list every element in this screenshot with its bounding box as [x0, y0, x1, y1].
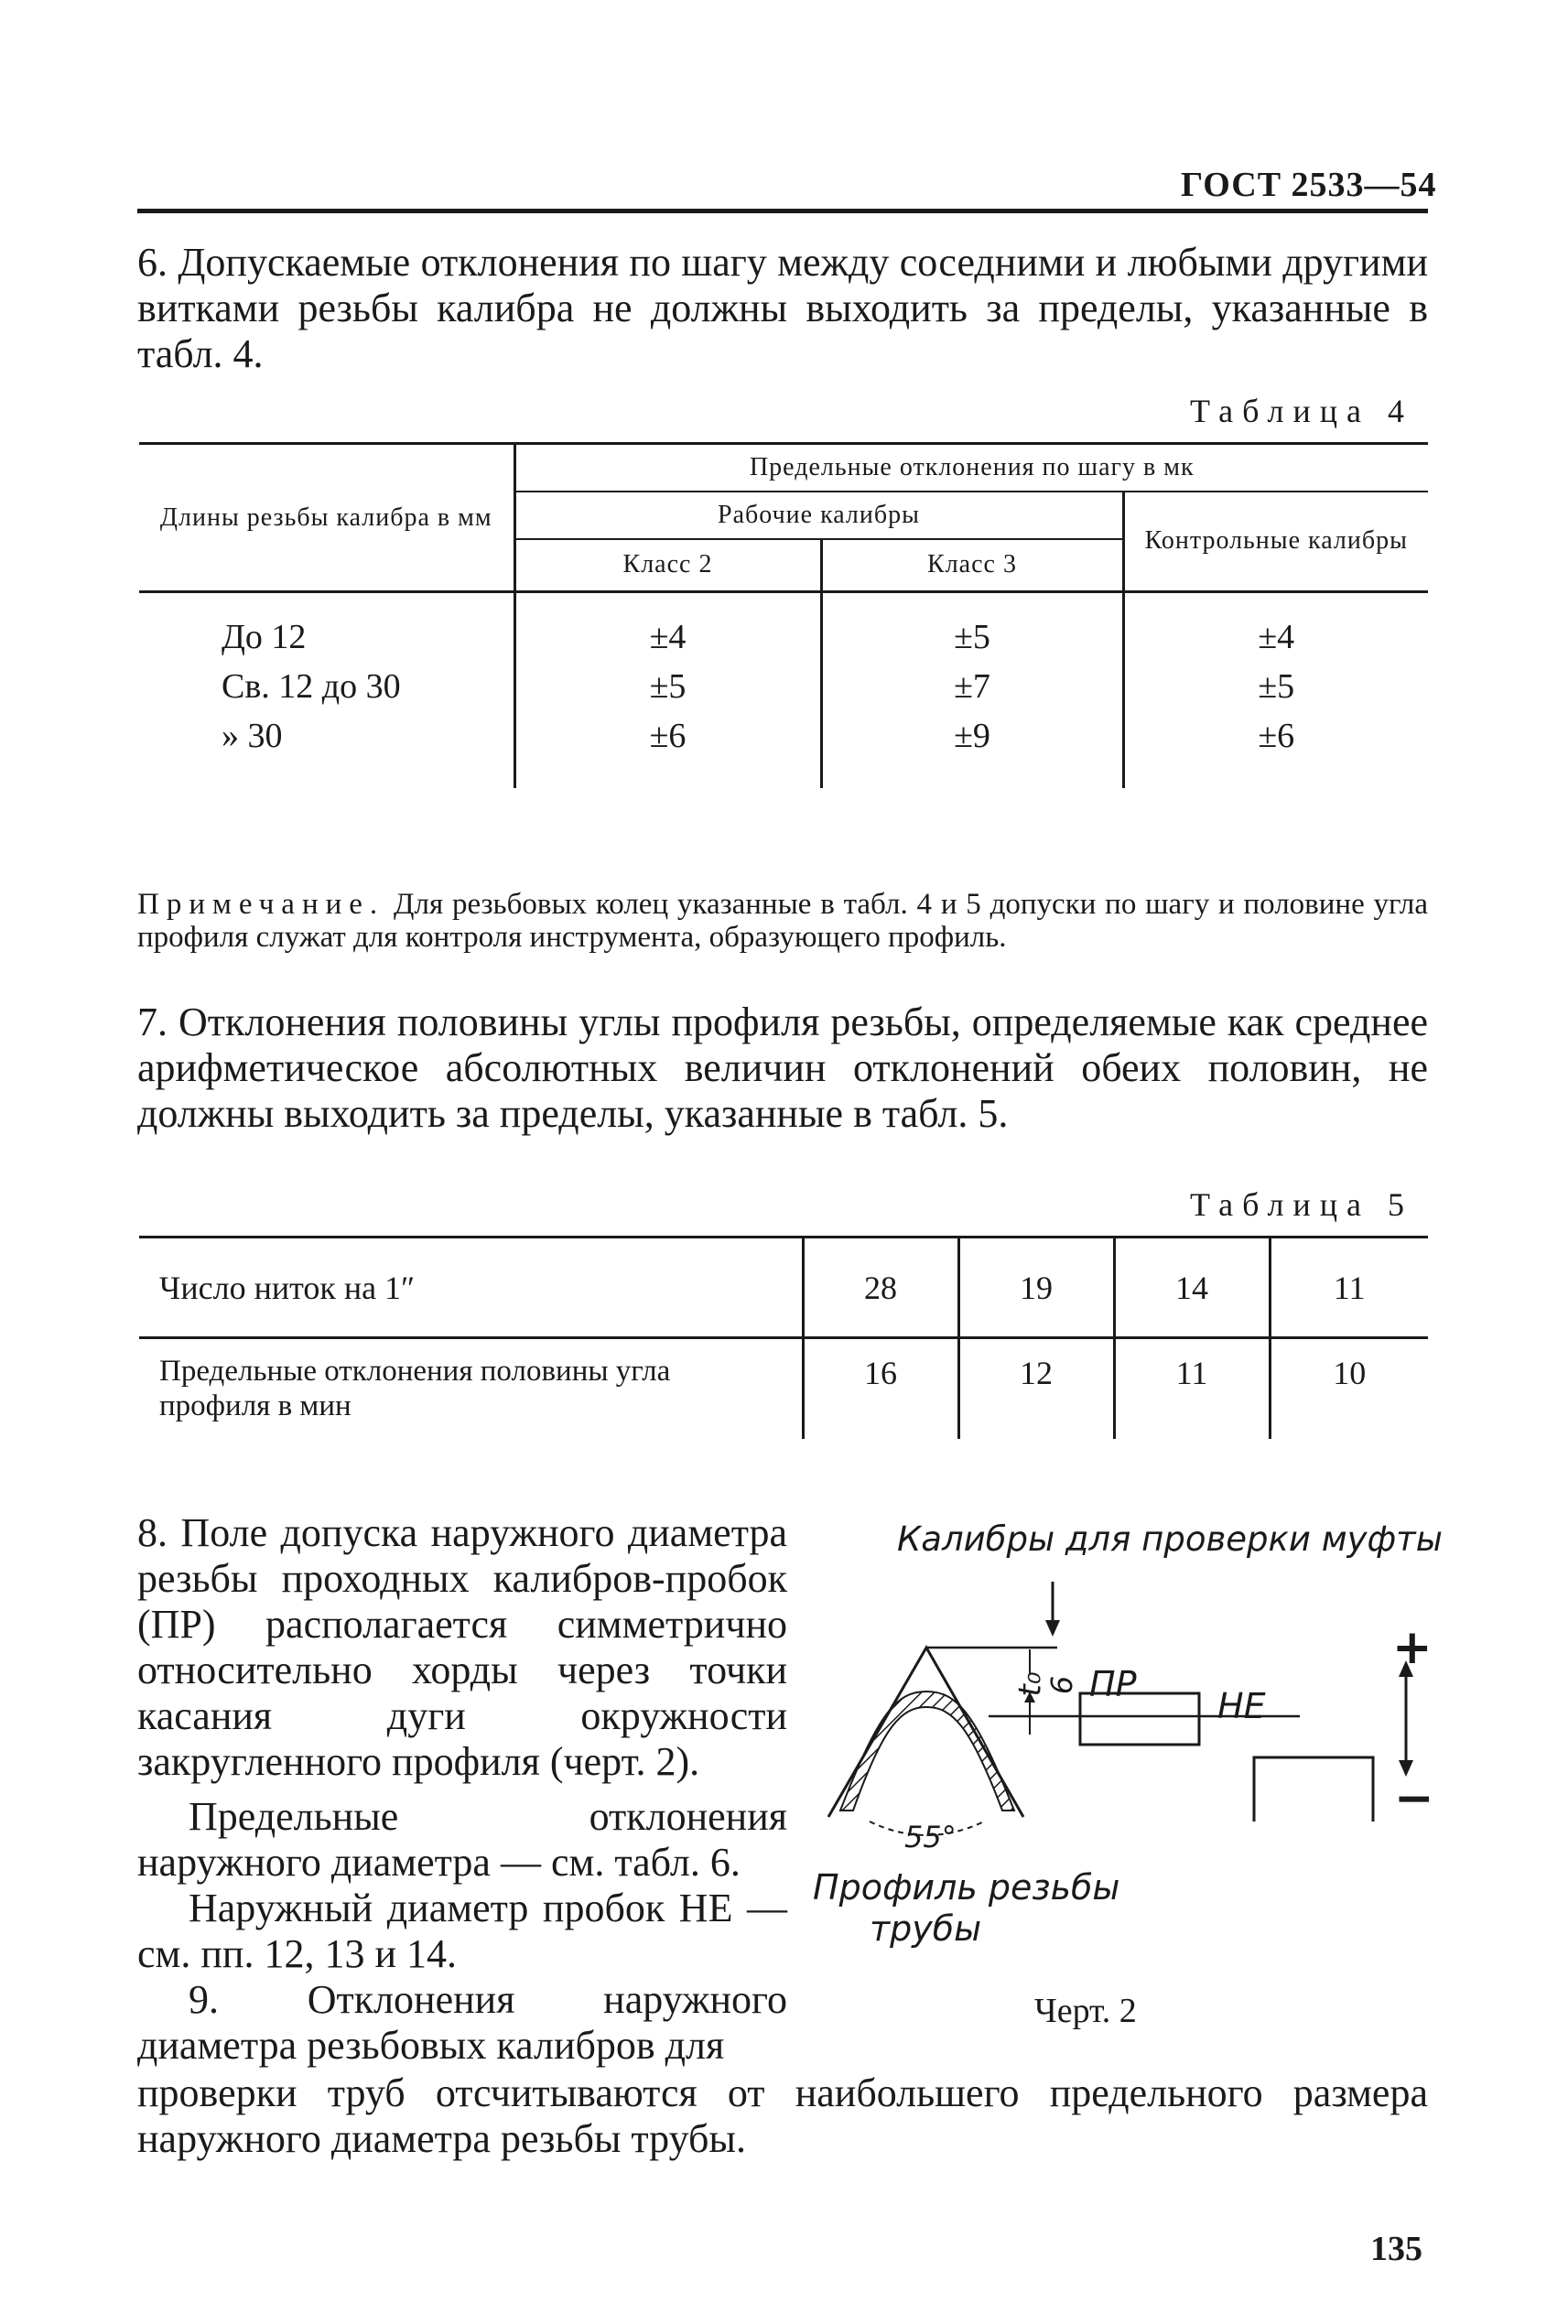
figure-title: Калибры для проверки муфты: [897, 1519, 1443, 1559]
deviation-value: 10: [1333, 1355, 1367, 1391]
note-text: Для резьбовых колец указанные в табл. 4 и 5 допуски по шагу и половине угла профиля служат для контроля инструмента, образующего профиль.: [137, 888, 1429, 954]
paragraph-9a: 9. Отклонения наружного диаметра резьбовых калибров для: [137, 1977, 787, 2068]
deviation-value: 11: [1114, 1338, 1270, 1439]
table4-caption: Таблица 4: [1190, 393, 1413, 429]
col-class2-header: Класс 2: [514, 539, 821, 592]
deviation-label: Предельные отклонения половины угла профиля в мин: [139, 1338, 803, 1439]
header-rule: [137, 209, 1428, 213]
class3-cell: ±7: [821, 662, 1123, 711]
thread-profile-figure: [806, 1574, 1428, 1876]
length-cell: Св. 12 до 30: [139, 662, 514, 711]
control-cell: ±4: [1258, 617, 1295, 656]
table4-note: [137, 888, 1428, 954]
ne-label: НЕ: [1217, 1686, 1266, 1726]
length-cell: До 12: [139, 612, 514, 662]
class2-cell: ±5: [514, 662, 821, 711]
length-cell: » 30: [139, 711, 514, 761]
fraction-6-label: 6: [1044, 1675, 1080, 1695]
class3-cell: ±9: [821, 711, 1123, 761]
rounded-profile: [840, 1692, 1014, 1811]
class2-cell: ±6: [514, 711, 821, 761]
threads-label: Число ниток на 1″: [139, 1238, 803, 1338]
control-cell: ±5: [1258, 666, 1295, 706]
control-cell: ±6: [1258, 716, 1295, 755]
t0-label: t₀: [1011, 1671, 1049, 1697]
paragraph-9b: проверки труб отсчитываются от наибольшего предельного размера наружного диаметра резьбы трубы.: [137, 2070, 1428, 2161]
class3-cell: ±5: [821, 612, 1123, 662]
table5-caption: Таблица 5: [1190, 1186, 1413, 1223]
paragraph-7: 7. Отклонения половины углы профиля резьбы, определяемые как среднее арифметическое абсолютных величин отклонений обеих половин, не должны выходить за пределы, указанные в табл. 5.: [137, 1000, 1428, 1136]
angle-label: 55°: [904, 1820, 957, 1854]
table4-row: [139, 662, 1428, 711]
profile-label-line2: трубы: [870, 1908, 982, 1949]
deviation-value: 16: [803, 1338, 958, 1439]
paragraph-8: 8. Поле допуска наружного диаметра резьбы проходных калибров-пробок (ПР) располагается симметрично относительно хорды через точки касания дуги окружности закругленного профиля (черт. 2).: [137, 1510, 787, 1784]
table5-row: [139, 1238, 1428, 1338]
figure-caption: Черт. 2: [1034, 1992, 1137, 2030]
col-length-header: Длины резьбы калибра в мм: [139, 444, 514, 592]
threads-value: 19: [958, 1238, 1114, 1338]
col-deviation-header: Предельные отклонения по шагу в мк: [514, 444, 1428, 492]
col-class3-header: Класс 3: [821, 539, 1123, 592]
paragraph-8b: Предельные отклонения наружного диаметра — см. табл. 6.: [137, 1794, 787, 1885]
table-5: [139, 1236, 1428, 1439]
table4-row: [139, 711, 1428, 761]
col-control-header: Контрольные калибры: [1123, 492, 1428, 592]
threads-value: 28: [803, 1238, 958, 1338]
page-number: 135: [1370, 2230, 1422, 2268]
document-code: ГОСТ 2533—54: [1181, 166, 1437, 204]
threads-value: 14: [1114, 1238, 1270, 1338]
minus-sign: −: [1394, 1771, 1434, 1826]
profile-label-line1: Профиль резьбы: [813, 1867, 1120, 1908]
table5-row: [139, 1338, 1428, 1439]
note-label: Примечание.: [137, 888, 385, 921]
threads-value: 11: [1333, 1269, 1366, 1306]
class2-cell: ±4: [514, 612, 821, 662]
plus-sign: +: [1392, 1620, 1433, 1675]
paragraph-8c: Наружный диаметр пробок НЕ — см. пп. 12, 13 и 14.: [137, 1886, 787, 1976]
ne-gauge: [1254, 1757, 1373, 1821]
paragraph-6: 6. Допускаемые отклонения по шагу между соседними и любыми другими витками резьбы калибра не должны выходить за пределы, указанные в табл. 4.: [137, 240, 1428, 376]
col-working-header: Рабочие калибры: [514, 492, 1123, 539]
deviation-value: 12: [958, 1338, 1114, 1439]
table4-row: [139, 612, 1428, 662]
pr-label: ПР: [1089, 1664, 1137, 1704]
table-4: [139, 442, 1428, 788]
